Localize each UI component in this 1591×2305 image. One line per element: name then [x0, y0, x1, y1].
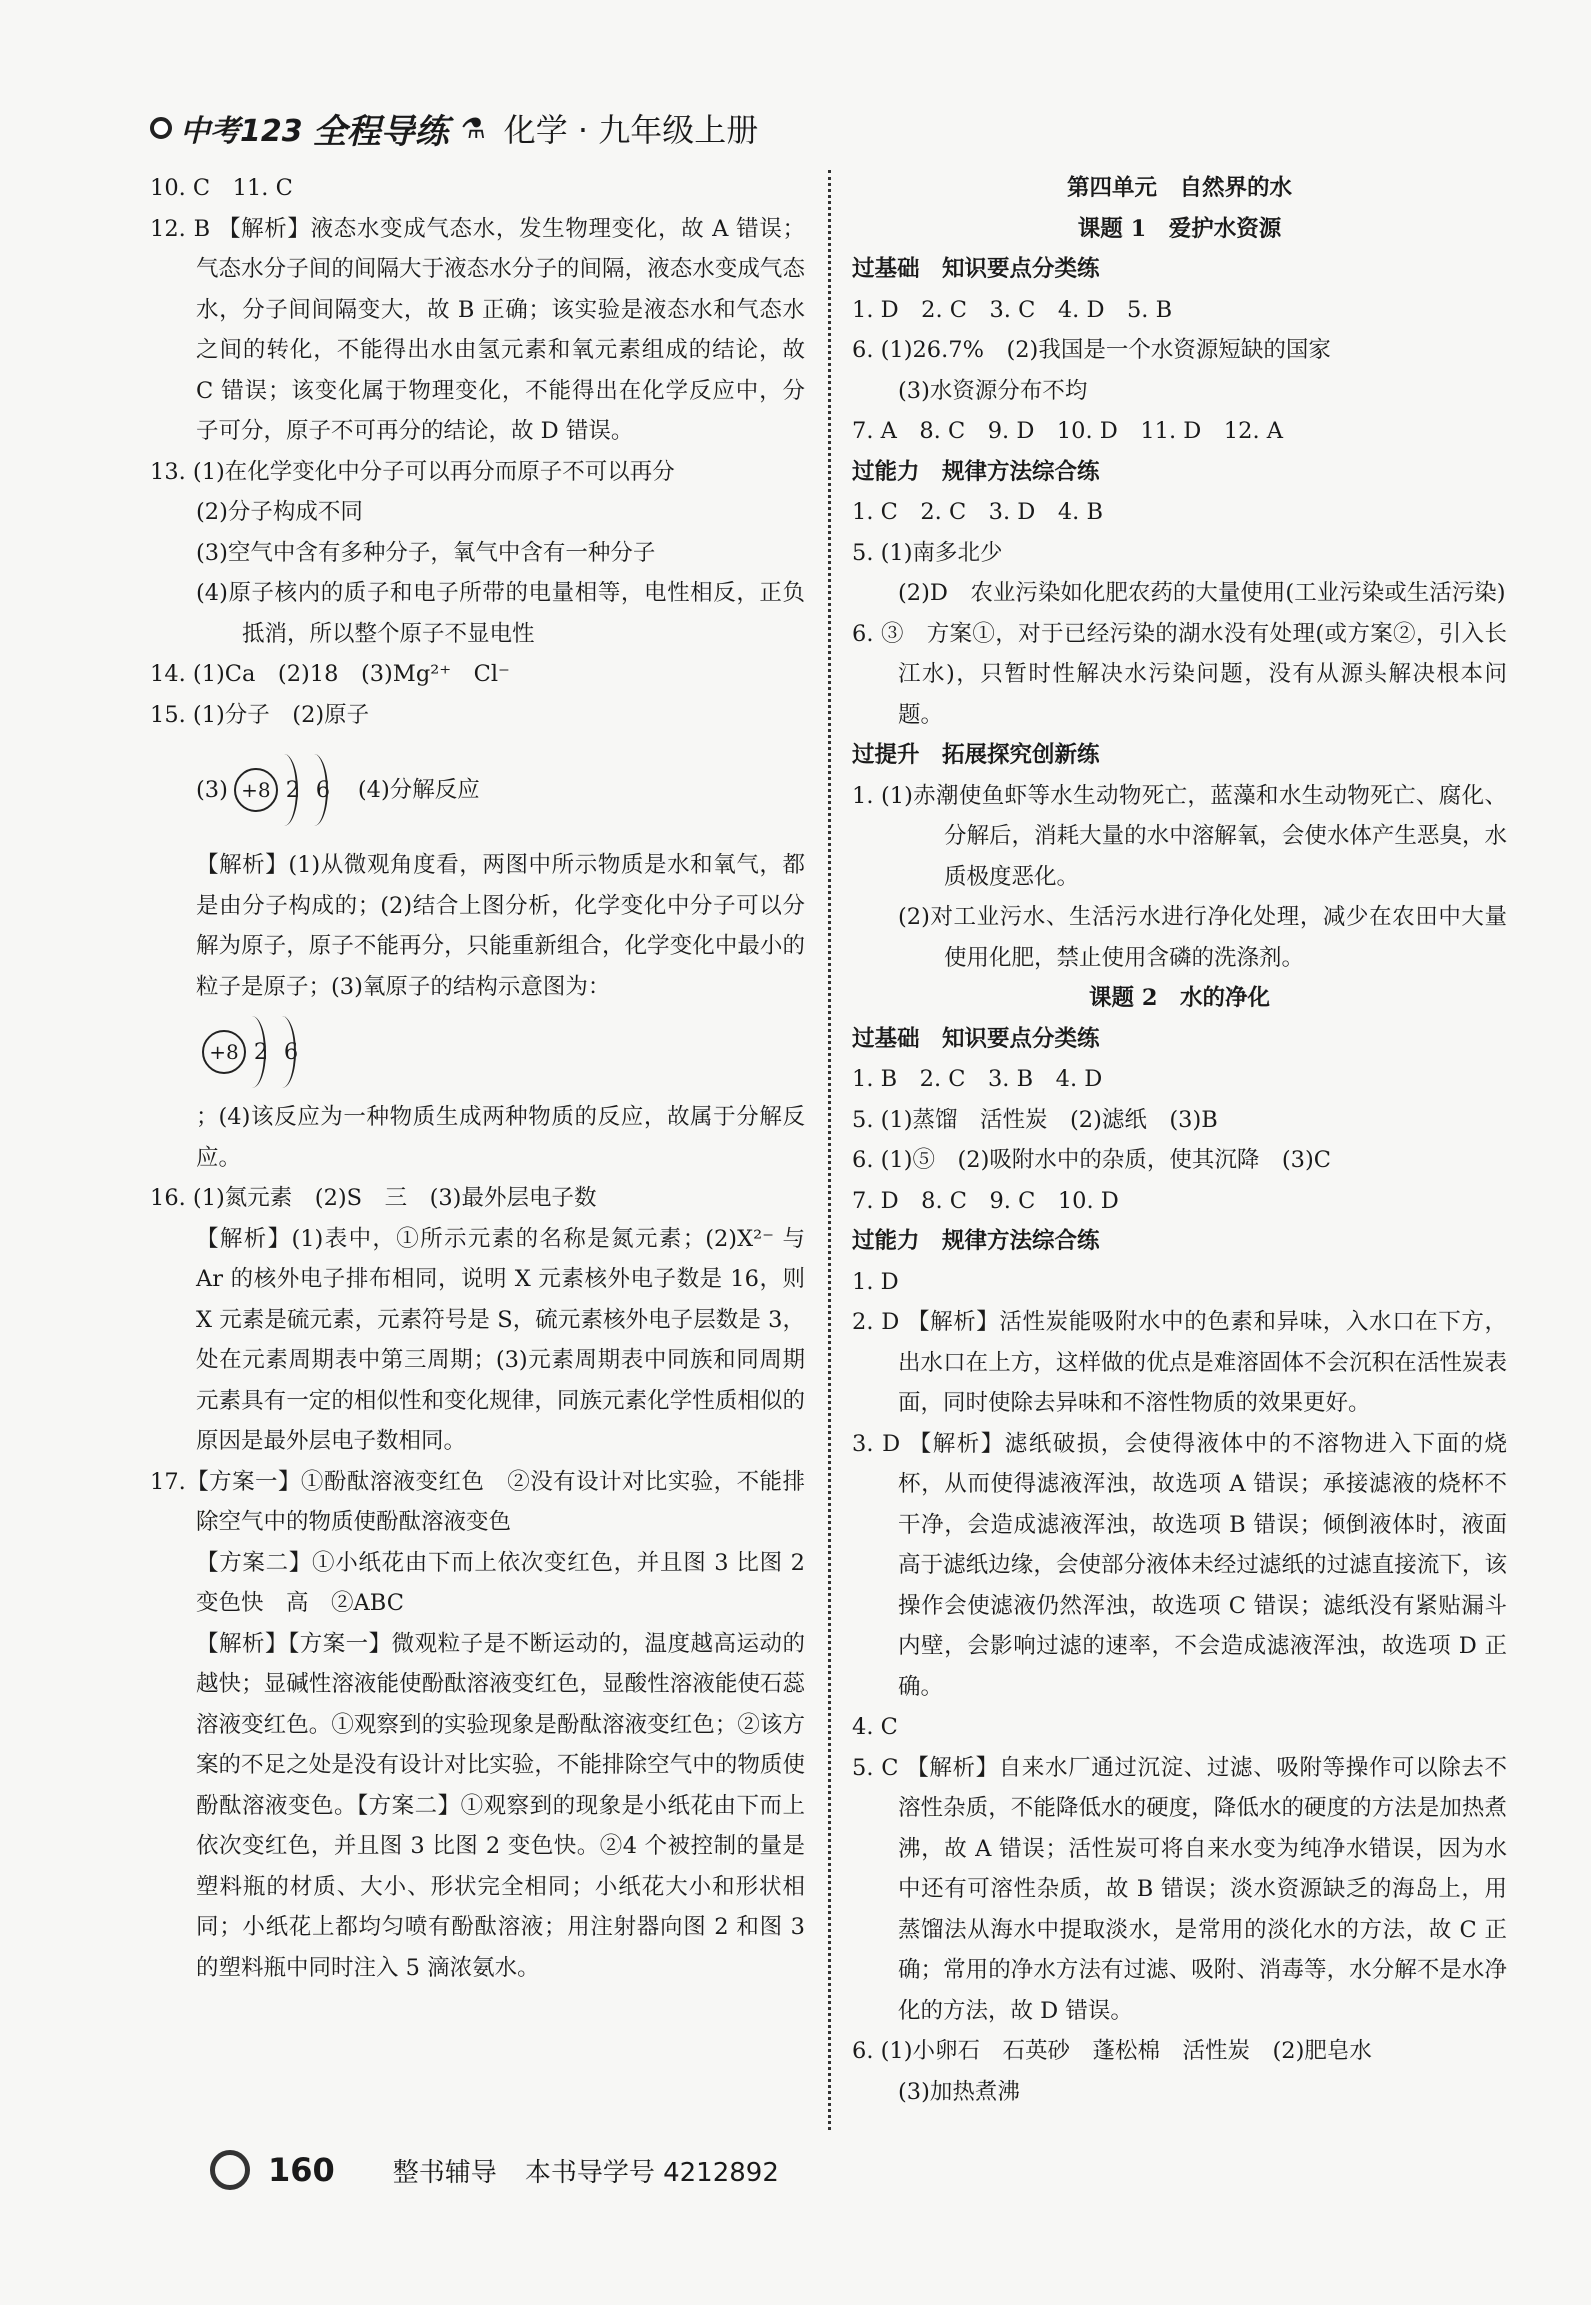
page-number: 160: [268, 2151, 335, 2189]
column-divider: [828, 170, 831, 2130]
electron-shell-2: 6: [308, 760, 338, 820]
l2-b6a: 6. (1)小卵石 石英砂 蓬松棉 活性炭 (2)肥皂水: [852, 2038, 1372, 2064]
l2-b2: 2. D 【解析】活性炭能吸附水中的色素和异味，入水口在下方，出水口在上方，这样做的优点是难溶固体不会沉积在活性炭表面，同时使除去异味和不溶性物质的效果更好。: [852, 1309, 1507, 1416]
l1-a7: 7. A 8. C 9. D 10. D 11. D 12. A: [852, 418, 1283, 444]
page-header: [150, 98, 1450, 158]
answer-q13-3: (3)空气中含有多种分子，氧气中含有一种分子: [196, 539, 656, 566]
lesson2-title: 课题 2 水的净化: [1089, 985, 1270, 1011]
answer-q17-1: 17.【方案一】①酚酞溶液变红色 ②没有设计对比实验，不能排除空气中的物质使酚酞溶液变色: [150, 1468, 805, 1535]
answer-q13-2: (2)分子构成不同: [196, 499, 363, 525]
analysis-q17: 【解析】【方案一】微观粒子是不断运动的，温度越高运动的越快；显碱性溶液能使酚酞溶液变红色，显酸性溶液能使石蕊溶液变红色。①观察到的实验现象是酚酞溶液变红色；②该方案的不足之处是没有设计对比实验，不能排除空气中的物质使酚酞溶液变色。【方案二】①观察到的现象是小纸花由下而上依次变红色，并且图 3 比图 2 变色快。②4 个被控制的量是塑料瓶的材质、大小、形状完全相同；小纸花大小和形状相同；小纸花上都均匀喷有酚酞溶液；用注射器向图 2 和图 3 的塑料瓶中同时注入 5 滴浓氨水。: [196, 1630, 805, 1981]
electron-shell-2b: 6: [276, 1022, 306, 1082]
l1-c2: (2)对工业污水、生活污水进行净化处理，减少在农田中大量使用化肥，禁止使用含磷的洗涤剂。: [898, 904, 1507, 971]
l1-a6a: 6. (1)26.7% (2)我国是一个水资源短缺的国家: [852, 337, 1331, 363]
l2-a5: 5. (1)蒸馏 活性炭 (2)滤纸 (3)B: [852, 1106, 1218, 1133]
footer-left-text: 整书辅导: [392, 2157, 497, 2188]
l2-a7: 7. D 8. C 9. C 10. D: [852, 1187, 1119, 1214]
page-footer: [210, 2150, 779, 2190]
electron-shell-1b: 2: [246, 1022, 276, 1082]
oxygen-atom-diagram-2: [202, 1022, 306, 1082]
l1-b5b: (2)D 农业污染如化肥农药的大量使用(工业污染或生活污染): [898, 580, 1506, 606]
l1-a6b: (3)水资源分布不均: [898, 377, 1088, 404]
l1-c1: 1. (1)赤潮使鱼虾等水生动物死亡，蓝藻和水生动物死亡、腐化、分解后，消耗大量的水中溶解氧，会使水体产生恶臭，水质极度恶化。: [852, 782, 1507, 890]
page-badge-icon: [210, 2150, 250, 2190]
answer-q16: 16. (1)氮元素 (2)S 三 (3)最外层电子数: [150, 1185, 597, 1211]
oxygen-atom-diagram: [234, 760, 338, 820]
answer-q17-2: 【方案二】①小纸花由下而上依次变红色，并且图 3 比图 2 变色快 高 ②ABC: [196, 1549, 805, 1616]
l2-a1: 1. B 2. C 3. B 4. D: [852, 1066, 1103, 1092]
answer-q14: 14. (1)Ca (2)18 (3)Mg²⁺ Cl⁻: [150, 661, 510, 687]
l2-b1: 1. D: [852, 1268, 899, 1295]
l2-section-ability: 过能力 规律方法综合练: [852, 1228, 1100, 1254]
analysis-q15-a: 【解析】(1)从微观角度看，两图中所示物质是水和氧气，都是由分子构成的；(2)结合上图分析，化学变化中分子可以分解为原子，原子不能再分，只能重新组合，化学变化中最小的粒子是原子；(3)氧原子的结构示意图为：: [196, 852, 805, 1000]
nucleus: +8: [234, 768, 278, 812]
electron-shell-1: 2: [278, 760, 308, 820]
series-title: 全程导练: [312, 111, 449, 152]
analysis-q15-b: ；(4)该反应为一种物质生成两种物质的反应，故属于分解反应。: [196, 1104, 805, 1171]
l2-b4: 4. C: [852, 1714, 898, 1740]
lesson1-title: 课题 1 爱护水资源: [1077, 215, 1282, 242]
l2-b6b: (3)加热煮沸: [898, 2078, 1020, 2105]
answer-q13-1: 13. (1)在化学变化中分子可以再分而原子不可以再分: [150, 458, 675, 485]
l1-section-advanced: 过提升 拓展探究创新练: [852, 742, 1100, 768]
l2-b5: 5. C 【解析】自来水厂通过沉淀、过滤、吸附等操作可以除去不溶性杂质，不能降低水的硬度，降低水的硬度的方法是加热煮沸，故 A 错误；活性炭可将自来水变为纯净水错误，因为水中还有可溶性杂质，故 B 错误；淡水资源缺乏的海岛上，用蒸馏法从海水中提取淡水，是常用的淡化水的方法，故 C 正确；常用的净水方法有过滤、吸附、消毒等，水分解不是水净化的方法，故 D 错误。: [852, 1754, 1507, 2024]
l2-section-basic: 过基础 知识要点分类练: [852, 1025, 1100, 1052]
answer-q15-3: [150, 735, 805, 845]
logo-icon: [150, 117, 172, 139]
brand-logo: [150, 106, 303, 150]
l1-section-basic: 过基础 知识要点分类练: [852, 256, 1100, 282]
q15-4: (4)分解反应: [357, 776, 480, 803]
l1-b6: 6. ③ 方案①，对于已经污染的湖水没有处理(或方案②，引入长江水)，只暂时性解决水污染问题，没有从源头解决根本问题。: [852, 620, 1507, 728]
answer-q13-4: (4)原子核内的质子和电子所带的电量相等，电性相反，正负抵消，所以整个原子不显电性: [196, 580, 805, 647]
analysis-q16: 【解析】(1)表中，①所示元素的名称是氮元素；(2)X²⁻ 与 Ar 的核外电子排布相同，说明 X 元素核外电子数是 16，则 X 元素是硫元素，元素符号是 S，硫元素核外电子层数是 3，处在元素周期表中第三周期；(3)元素周期表中同族和同周期元素具有一定的相似性和变化规律，同族元素化学性质相似的原因是最外层电子数相同。: [196, 1225, 805, 1454]
analysis-q15-diagram: [150, 1007, 805, 1097]
q15-3-label: (3): [196, 776, 228, 803]
l2-b3: 3. D 【解析】滤纸破损，会使得液体中的不溶物进入下面的烧杯，从而使得滤液浑浊，故选项 A 错误；承接滤液的烧杯不干净，会造成滤液浑浊，故选项 B 错误；倾倒液体时，液面高于滤纸边缘，会使部分液体未经过滤纸的过滤直接流下，该操作会使滤液仍然浑浊，故选项 C 错误；滤纸没有紧贴漏斗内壁，会影响过滤的速率，不会造成滤液浑浊，故选项 D 正确。: [852, 1430, 1507, 1700]
l1-a1: 1. D 2. C 3. C 4. D 5. B: [852, 296, 1173, 323]
answer-q12: 12. B 【解析】液态水变成气态水，发生物理变化，故 A 错误；气态水分子间的间隔大于液态水分子的间隔，液态水变成气态水，分子间间隔变大，故 B 正确；该实验是液态水和气态水之间的转化，不能得出水由氢元素和氧元素组成的结论，故 C 错误；该变化属于物理变化，不能得出在化学反应中，分子可分，原子不可再分的结论，故 D 错误。: [150, 215, 805, 444]
l1-section-ability: 过能力 规律方法综合练: [852, 458, 1100, 485]
right-column: [852, 168, 1507, 2112]
answer-q10: 10. C 11. C: [150, 175, 293, 201]
left-column: [150, 168, 805, 1988]
logo-text: 中考123: [180, 114, 303, 149]
l2-a6: 6. (1)⑤ (2)吸附水中的杂质，使其沉降 (3)C: [852, 1147, 1331, 1173]
footer-right-text: 本书导学号 4212892: [524, 2157, 779, 2188]
l1-b5a: 5. (1)南多北少: [852, 539, 1003, 566]
unit-title: 第四单元 自然界的水: [1066, 175, 1292, 201]
l1-b1: 1. C 2. C 3. D 4. B: [852, 499, 1103, 525]
nucleus-2: +8: [202, 1030, 246, 1074]
subject-title: 化学 · 九年级上册: [503, 111, 759, 149]
flask-icon: ⚗: [460, 111, 486, 145]
answer-q15: 15. (1)分子 (2)原子: [150, 701, 370, 728]
